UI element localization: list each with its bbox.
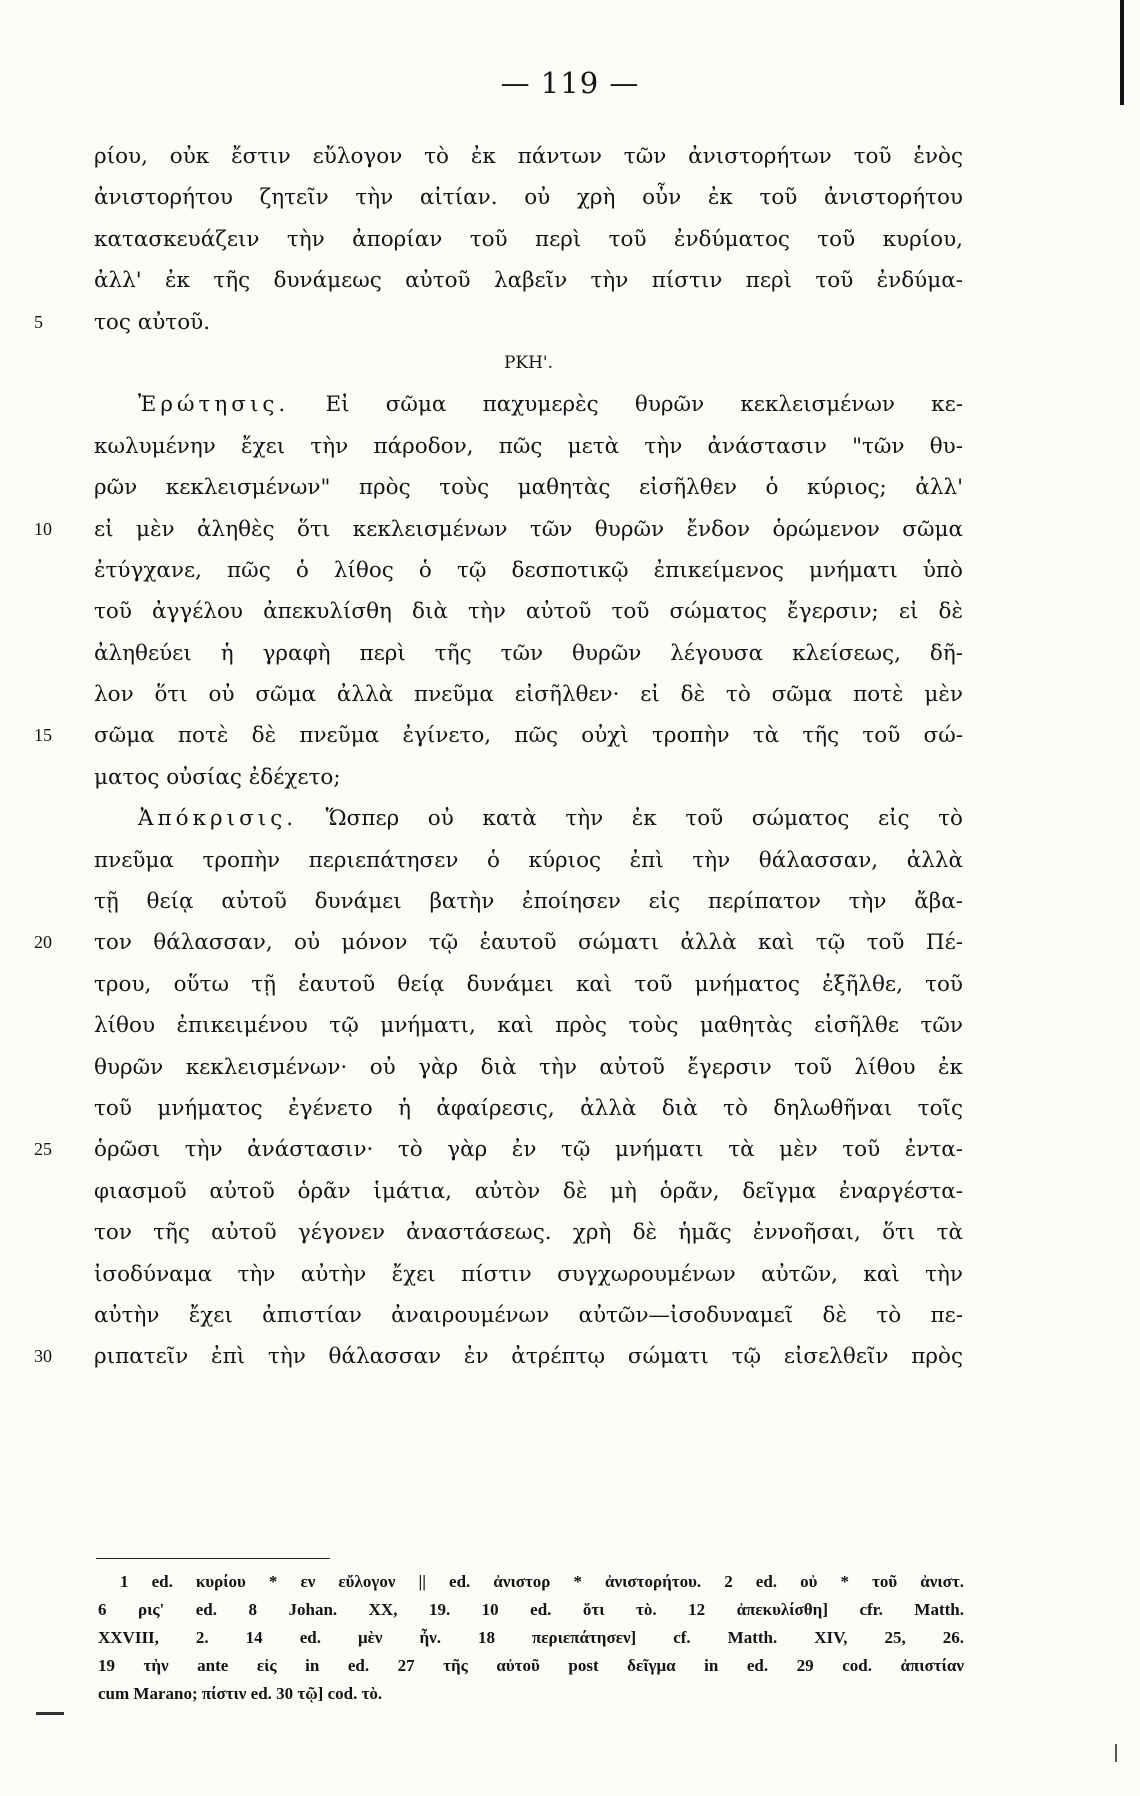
text-line — [34, 302, 963, 343]
line-text: ἀλλ' ἐκ τῆς δυνάμεως αὐτοῦ λαβεῖν τὴν πίστιν περὶ τοῦ ἐνδύμα- — [94, 268, 963, 294]
line-text: σῶμα ποτὲ δὲ πνεῦμα ἐγίνετο, πῶς οὐχὶ τροπὴν τὰ τῆς τοῦ σώ- — [94, 723, 963, 749]
line-text: ἀληθεύει ἡ γραφὴ περὶ τῆς τῶν θυρῶν λέγουσα κλείσεως, δῆ- — [94, 640, 963, 666]
line-number: 10 — [34, 518, 52, 539]
text-line — [94, 1254, 963, 1295]
section-heading — [94, 343, 963, 384]
footnote-line: 6 ρις' ed. 8 Johan. XX, 19. 10 ed. ὅτι τὸ. 12 ἀπεκυλίσθη] cfr. Matth. — [98, 1600, 964, 1619]
text-line — [94, 757, 963, 798]
text-line — [94, 177, 963, 218]
footnote-line: 19 τὴν ante εἰς in ed. 27 τῆς αὐτοῦ post δεῖγμα in ed. 29 cod. ἀπιστίαν — [98, 1656, 964, 1675]
page-number: — 119 — — [500, 66, 640, 100]
text-line — [94, 219, 963, 260]
text-line — [94, 1295, 963, 1336]
line-text: εἰ μὲν ἀληθὲς ὅτι κεκλεισμένων τῶν θυρῶν ἔνδον ὁρώμενον σῶμα — [94, 516, 963, 542]
line-text: ρίου, οὐκ ἔστιν εὔλογον τὸ ἐκ πάντων τῶν ἀνιστορήτων τοῦ ἑνὸς — [94, 144, 963, 169]
line-text: ματος οὐσίας ἐδέχετο; — [94, 764, 341, 790]
line-number: 5 — [34, 311, 43, 332]
line-number: 25 — [34, 1139, 52, 1160]
line-text: Εἰ σῶμα παχυμερὲς θυρῶν κεκλεισμένων κε- — [289, 392, 963, 418]
line-text: τῇ θείᾳ αὐτοῦ δυνάμει βατὴν ἐποίησεν εἰς περίπατον τὴν ἄβα- — [94, 889, 963, 915]
text-line — [94, 1047, 963, 1088]
text-line — [34, 1336, 963, 1377]
line-text: τος αὐτοῦ. — [94, 309, 211, 335]
text-line — [94, 1005, 963, 1046]
main-text — [34, 136, 963, 1378]
text-line — [34, 715, 963, 756]
line-text: αὐτὴν ἔχει ἀπιστίαν ἀναιρουμένων αὐτῶν—ἰσοδυναμεῖ δὲ τὸ πε- — [94, 1302, 963, 1328]
line-number: 30 — [34, 1346, 52, 1367]
line-text: ἀνιστορήτου ζητεῖν τὴν αἰτίαν. οὐ χρὴ οὖν ἐκ τοῦ ἀνιστορήτου — [94, 185, 963, 211]
line-text: φιασμοῦ αὐτοῦ ὁρᾶν ἱμάτια, αὐτὸν δὲ μὴ ὁρᾶν, δεῖγμα ἐναργέστα- — [94, 1178, 963, 1204]
line-text: πνεῦμα τροπὴν περιεπάτησεν ὁ κύριος ἐπὶ τὴν θάλασσαν, ἀλλὰ — [94, 847, 963, 873]
text-line — [34, 1129, 963, 1170]
line-text: τον τῆς αὐτοῦ γέγονεν ἀναστάσεως. χρὴ δὲ ἡμᾶς ἐννοῆσαι, ὅτι τὰ — [94, 1220, 963, 1246]
line-text: κατασκευάζειν τὴν ἀπορίαν τοῦ περὶ τοῦ ἐνδύματος τοῦ κυρίου, — [94, 226, 963, 252]
line-text: κωλυμένην ἔχει τὴν πάροδον, πῶς μετὰ τὴν ἀνάστασιν "τῶν θυ- — [94, 433, 963, 459]
line-text: τρου, οὕτω τῇ ἑαυτοῦ θείᾳ δυνάμει καὶ τοῦ μνήματος ἐξῆλθε, τοῦ — [94, 971, 963, 997]
text-line — [94, 426, 963, 467]
line-text: ριπατεῖν ἐπὶ τὴν θάλασσαν ἐν ἀτρέπτῳ σώματι τῷ εἰσελθεῖν πρὸς — [94, 1344, 963, 1370]
line-text: τοῦ μνήματος ἐγένετο ἡ ἀφαίρεσις, ἀλλὰ διὰ τὸ δηλωθῆναι τοῖς — [94, 1095, 963, 1121]
text-line — [94, 260, 963, 301]
line-text: θυρῶν κεκλεισμένων· οὐ γὰρ διὰ τὴν αὐτοῦ ἔγερσιν τοῦ λίθου ἐκ — [94, 1054, 963, 1080]
text-line — [94, 550, 963, 591]
text-line — [34, 509, 963, 550]
footnote-line: 1 ed. κυρίου * εν εὔλογον || ed. ἀνιστορ * ἀνιστορήτου. 2 ed. οὐ * τοῦ ἀνιστ. — [120, 1572, 964, 1591]
text-line — [94, 633, 963, 674]
question-label: Ἐρώτησις. — [138, 392, 290, 418]
text-line — [94, 840, 963, 881]
text-line — [94, 467, 963, 508]
line-text: ρῶν κεκλεισμένων" πρὸς τοὺς μαθητὰς εἰσῆλθεν ὁ κύριος; ἀλλ' — [94, 475, 963, 501]
text-line — [94, 964, 963, 1005]
footnote-line: XXVIII, 2. 14 ed. μὲν ἦν. 18 περιεπάτησεν] cf. Matth. XIV, 25, 26. — [98, 1628, 964, 1647]
line-text: λίθου ἐπικειμένου τῷ μνήματι, καὶ πρὸς τοὺς μαθητὰς εἰσῆλθε τῶν — [94, 1013, 963, 1039]
scan-mark — [36, 1712, 64, 1715]
section-number: ΡΚΗ'. — [503, 352, 554, 373]
line-number: 15 — [34, 725, 52, 746]
line-text: ὁρῶσι τὴν ἀνάστασιν· τὸ γὰρ ἐν τῷ μνήματι τὰ μὲν τοῦ ἐντα- — [94, 1137, 963, 1163]
text-line — [34, 922, 963, 963]
line-text: Ὥσπερ οὐ κατὰ τὴν ἐκ τοῦ σώματος εἰς τὸ — [297, 806, 963, 832]
footnote-line: cum Marano; πίστιν ed. 30 τῷ] cod. τὸ. — [98, 1684, 383, 1703]
text-line — [94, 384, 963, 425]
text-line — [94, 1088, 963, 1129]
footnote-divider — [96, 1558, 330, 1559]
line-text: ἐτύγχανε, πῶς ὁ λίθος ὁ τῷ δεσποτικῷ ἐπικείμενος μνήματι ὑπὸ — [94, 557, 963, 583]
footnotes — [98, 1568, 964, 1708]
text-line — [94, 1212, 963, 1253]
text-line — [94, 798, 963, 839]
line-text: τον θάλασσαν, οὐ μόνον τῷ ἑαυτοῦ σώματι ἀλλὰ καὶ τῷ τοῦ Πέ- — [94, 930, 963, 956]
line-text: τοῦ ἀγγέλου ἀπεκυλίσθη διὰ τὴν αὐτοῦ τοῦ σώματος ἔγερσιν; εἰ δὲ — [94, 599, 963, 625]
line-text: ἰσοδύναμα τὴν αὐτὴν ἔχει πίστιν συγχωρουμένων αὐτῶν, καὶ τὴν — [94, 1261, 963, 1287]
text-line — [94, 591, 963, 632]
text-line — [94, 136, 963, 177]
text-line — [94, 674, 963, 715]
answer-label: Ἀπόκρισις. — [138, 806, 298, 832]
line-number: 20 — [34, 932, 52, 953]
text-line — [94, 1171, 963, 1212]
scan-mark — [1115, 1744, 1117, 1762]
line-text: λον ὅτι οὐ σῶμα ἀλλὰ πνεῦμα εἰσῆλθεν· εἰ δὲ τὸ σῶμα ποτὲ μὲν — [94, 682, 963, 708]
text-line — [94, 881, 963, 922]
